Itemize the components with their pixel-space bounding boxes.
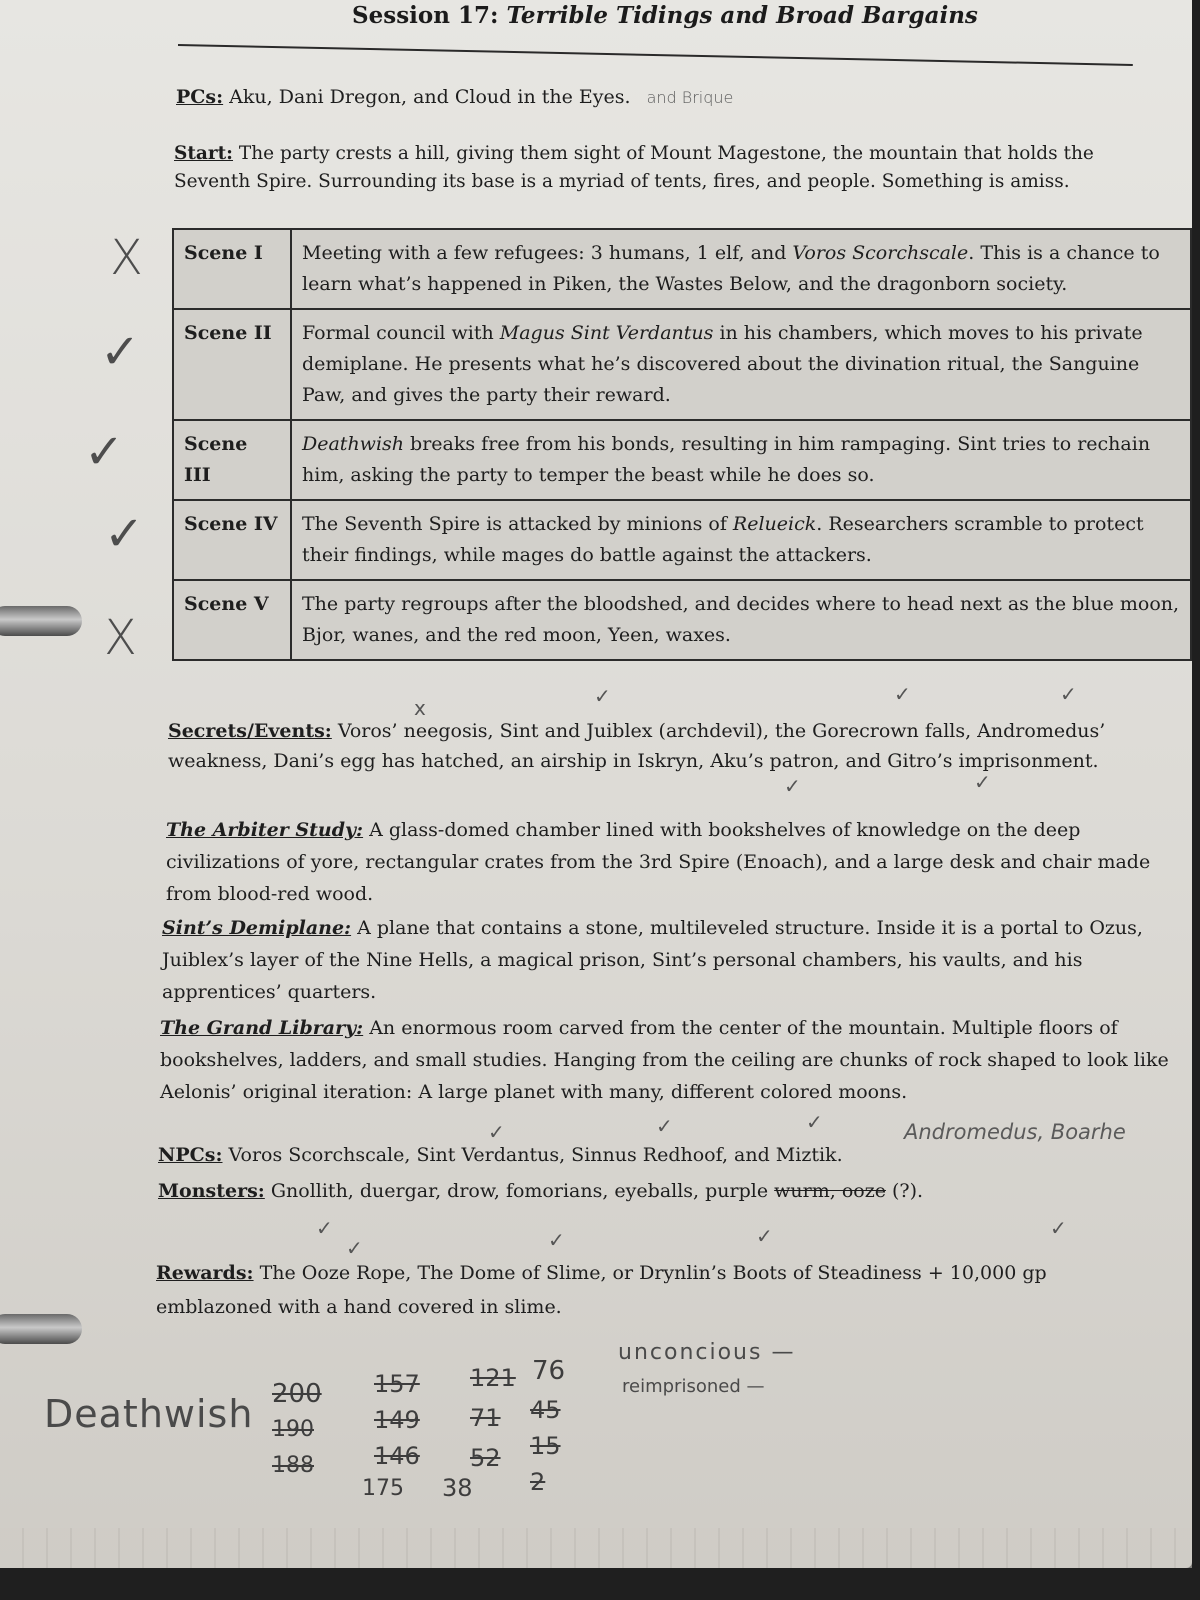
scene-name: Scene II: [173, 309, 291, 420]
secret-check-mark-1: ✓: [594, 684, 611, 708]
npcs-text: Voros Scorchscale, Sint Verdantus, Sinnus Redhoof, and Miztik.: [222, 1144, 843, 1166]
npcs-line: [158, 1140, 918, 1170]
scene-name: Scene IV: [173, 500, 291, 580]
scene-desc-pre: The party regroups after the bloodshed, and decides where to head next as the blue moon, Bjor, wanes, and the red moon, Yeen, waxes.: [302, 593, 1180, 646]
scene-4-check-mark: ✓: [104, 506, 145, 562]
monsters-line: [158, 1176, 1058, 1206]
title-italic: Terrible Tidings and Broad Bargains: [506, 2, 978, 29]
scene-row: [173, 500, 1191, 580]
scene-desc-post: in his chambers, which moves to his private demiplane. He presents what he’s discovered about the divination ritual, the Sanguine Paw, and gives the party their reward.: [302, 322, 1143, 406]
secret-check-mark-3: ✓: [1060, 682, 1077, 706]
scene-description: [291, 420, 1191, 500]
secret-check-mark-5: ✓: [974, 770, 991, 794]
scene-desc-italic: Voros Scorchscale: [792, 242, 969, 264]
rewards-paragraph: [156, 1256, 1136, 1324]
npc-check-mark-1: ✓: [488, 1120, 505, 1144]
npcs-label: NPCs:: [158, 1144, 223, 1166]
hp-value: 76: [532, 1356, 566, 1386]
location-grand-library: [160, 1012, 1180, 1108]
hp-value: 146: [374, 1442, 420, 1470]
hp-value: 200: [272, 1379, 322, 1409]
reimprisoned-note: reimprisoned —: [622, 1376, 765, 1397]
scene-desc-pre: Formal council with: [302, 322, 500, 344]
hp-value: 188: [272, 1453, 314, 1478]
scene-row: [173, 420, 1191, 500]
npc-check-mark-3: ✓: [806, 1110, 823, 1134]
monsters-label: Monsters:: [158, 1180, 265, 1202]
pcs-line: [176, 82, 1156, 113]
secret-check-mark-2: ✓: [894, 682, 911, 706]
hp-value: 175: [362, 1476, 404, 1501]
hp-value: 157: [374, 1370, 420, 1398]
location-arbiter-text: A glass-domed chamber lined with bookshelves of knowledge on the deep civilizations of yore, rectangular crates from the 3rd Spire (Enoach), and a large desk and chair made from blood-red wood.: [166, 819, 1151, 905]
scene-table: [172, 228, 1192, 661]
scene-3-check-mark: ✓: [84, 424, 125, 480]
secret-cross-mark: x: [414, 696, 426, 720]
binder-ring-lower: [0, 1314, 82, 1344]
pcs-text: Aku, Dani Dregon, and Cloud in the Eyes.: [223, 86, 631, 108]
scene-description: [291, 229, 1191, 309]
monster-check-mark-3: ✓: [548, 1228, 565, 1252]
scene-desc-post: . Researchers scramble to protect their findings, while mages do battle against the attackers.: [302, 513, 1144, 566]
title-prefix: Session 17:: [352, 2, 507, 29]
hp-value: 45: [530, 1396, 561, 1424]
bottom-ruler-edge: [0, 1528, 1192, 1568]
monster-check-mark-2: ✓: [346, 1236, 363, 1260]
rewards-label: Rewards:: [156, 1262, 254, 1284]
scene-description: [291, 309, 1191, 420]
title-rule: [178, 44, 1133, 66]
secrets-text: Voros’ neegosis, Sint and Juiblex (archdevil), the Gorecrown falls, Andromedus’ weakness, Dani’s egg has hatched, an airship in Iskryn, Aku’s patron, and Gitro’s imprisonment.: [168, 720, 1106, 772]
secret-check-mark-4: ✓: [784, 774, 801, 798]
hp-value: 52: [470, 1444, 501, 1472]
hp-tally-column-3: [470, 1358, 516, 1478]
deathwish-note: Deathwish: [44, 1392, 254, 1436]
scene-desc-post: breaks free from his bonds, resulting in him rampaging. Sint tries to rechain him, asking the party to temper the beast while he does so.: [302, 433, 1151, 486]
scene-desc-pre: Meeting with a few refugees: 3 humans, 1 elf, and: [302, 242, 793, 264]
npc-check-mark-2: ✓: [656, 1114, 673, 1138]
hp-value: 121: [470, 1364, 516, 1392]
rewards-text: The Ooze Rope, The Dome of Slime, or Drynlin’s Boots of Steadiness + 10,000 gp emblazoned with a hand covered in slime.: [156, 1262, 1047, 1318]
location-demiplane-text: A plane that contains a stone, multileveled structure. Inside it is a portal to Ozus, Juiblex’s layer of the Nine Hells, a magical prison, Sint’s personal chambers, his vaults, and his apprentices’ quarters.: [162, 917, 1143, 1003]
monster-check-mark-1: ✓: [316, 1216, 333, 1240]
monster-check-mark-4: ✓: [756, 1224, 773, 1248]
scene-2-check-mark: ✓: [100, 324, 141, 380]
binder-ring-upper: [0, 606, 82, 636]
hp-tally-column-4: [530, 1392, 561, 1500]
location-demiplane-label: Sint’s Demiplane:: [162, 917, 352, 939]
location-library-label: The Grand Library:: [160, 1017, 364, 1039]
hp-value: 15: [530, 1432, 561, 1460]
monsters-text: Gnollith, duergar, drow, fomorians, eyeballs, purple: [264, 1180, 775, 1202]
hp-tally-column-1: [272, 1376, 322, 1484]
monster-check-mark-5: ✓: [1050, 1216, 1067, 1240]
secrets-label: Secrets/Events:: [168, 720, 332, 742]
scene-name: Scene V: [173, 580, 291, 660]
scene-row: [173, 229, 1191, 309]
scene-desc-italic: Deathwish: [302, 433, 405, 455]
hp-value: 190: [272, 1417, 314, 1442]
start-paragraph: [174, 140, 1094, 196]
location-library-text: An enormous room carved from the center of the mountain. Multiple floors of bookshelves, ladders, and small studies. Hanging from the ceiling are chunks of rock shaped to look like Aelonis’ original iteration: A large planet with many, different colored moons.: [160, 1017, 1169, 1103]
scene-name: Scene I: [173, 229, 291, 309]
hp-value: 2: [530, 1468, 546, 1496]
scene-desc-pre: The Seventh Spire is attacked by minions of: [302, 513, 733, 535]
hp-tally-column-2: [374, 1366, 420, 1474]
pcs-label: PCs:: [176, 86, 224, 108]
pcs-handwritten-note: and Brique: [646, 88, 734, 107]
location-arbiter-study: [166, 814, 1176, 910]
scene-description: [291, 580, 1191, 660]
npcs-handwritten-note: Andromedus, Boarhe: [904, 1120, 1126, 1144]
scene-desc-post: . This is a chance to learn what’s happened in Piken, the Wastes Below, and the dragonborn society.: [302, 242, 1160, 295]
monsters-struck-text: wurm, ooze: [774, 1180, 886, 1202]
scene-desc-italic: Magus Sint Verdantus: [499, 322, 714, 344]
scene-row: [173, 309, 1191, 420]
page-title: [352, 2, 1112, 29]
hp-value: 38: [442, 1474, 473, 1502]
location-arbiter-label: The Arbiter Study:: [166, 819, 364, 841]
unconscious-note: unconcious —: [618, 1340, 796, 1365]
start-text: The party crests a hill, giving them sight of Mount Magestone, the mountain that holds the Seventh Spire. Surrounding its base is a myriad of tents, fires, and people. Something is amiss.: [174, 143, 1094, 192]
scene-description: [291, 500, 1191, 580]
monsters-tail-text: (?).: [885, 1180, 924, 1202]
scene-name: Scene III: [173, 420, 291, 500]
scene-5-cross-mark: X: [104, 610, 137, 666]
secrets-paragraph: [168, 716, 1158, 776]
hp-value: 71: [470, 1404, 501, 1432]
location-sints-demiplane: [162, 912, 1182, 1008]
start-label: Start:: [174, 143, 234, 164]
hp-value: 149: [374, 1406, 420, 1434]
scene-1-cross-mark: X: [110, 230, 143, 286]
scene-row: [173, 580, 1191, 660]
scene-desc-italic: Relueick: [732, 513, 817, 535]
